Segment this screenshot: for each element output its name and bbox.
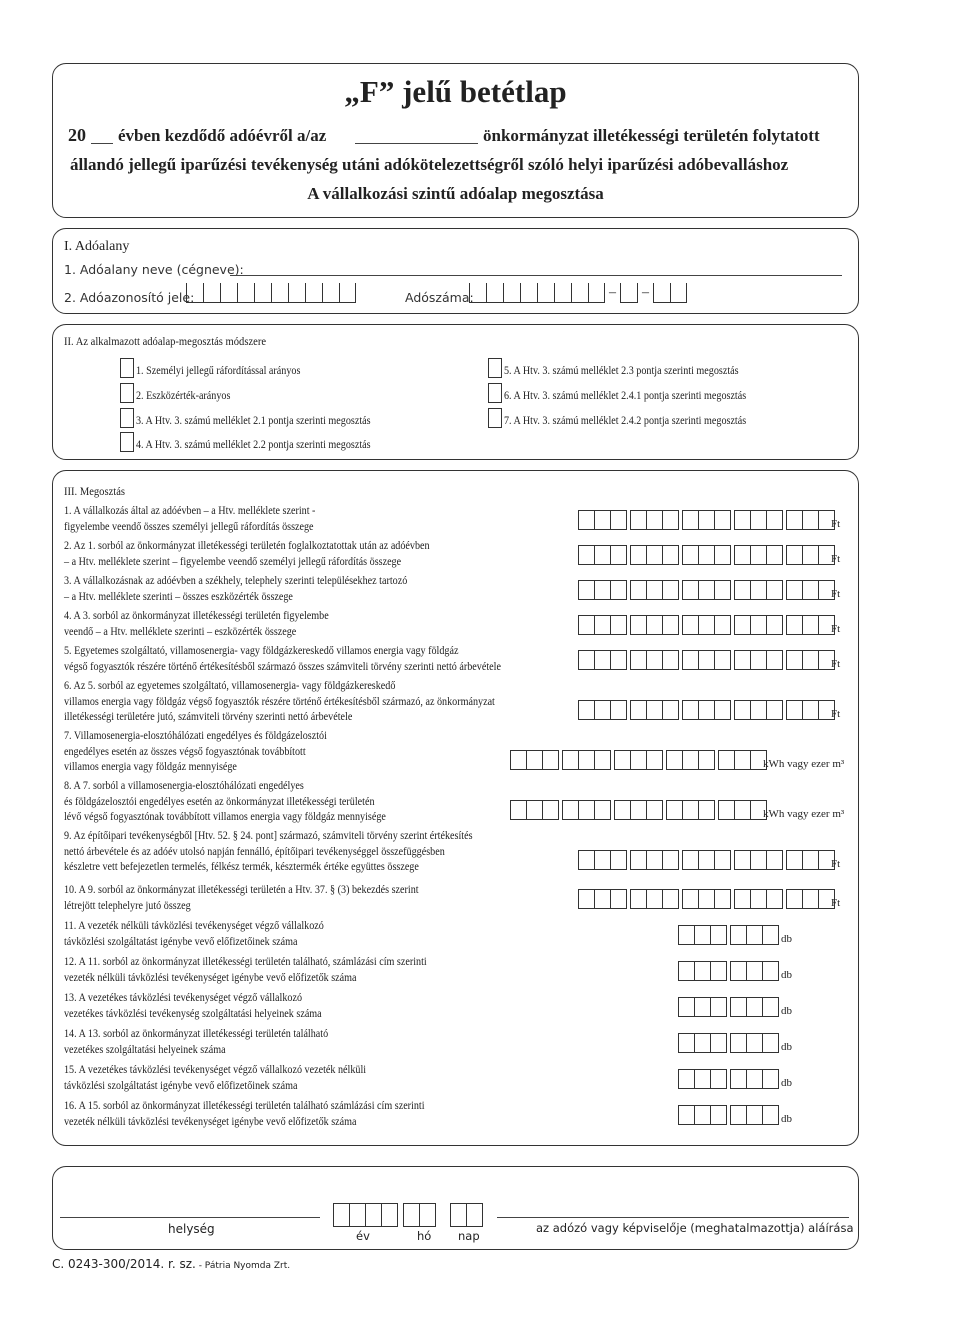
method-checkbox-1[interactable] xyxy=(120,358,134,378)
row-8-label-line-1: 8. A 7. sorból a villamosenergia-elosztóhálózati engedélyes xyxy=(64,780,304,792)
row-11-amount-boxes[interactable] xyxy=(678,925,779,945)
row-9-unit: Ft xyxy=(831,858,841,870)
row-5-unit: Ft xyxy=(831,658,841,670)
row-6-label-line-2: villamos energia vagy földgáz végső fogyasztók részére történő értékesítésből származó, az önkormányzat xyxy=(64,695,495,708)
row-15-amount-boxes[interactable] xyxy=(678,1069,779,1089)
day-label: nap xyxy=(458,1229,480,1243)
method-checkbox-7[interactable] xyxy=(488,408,502,428)
year-label: év xyxy=(356,1229,370,1243)
name-field[interactable] xyxy=(230,275,842,276)
form-code-text: C. 0243-300/2014. r. sz. xyxy=(52,1257,196,1271)
row-8-label-line-2: és földgázelosztói engedélyes esetén az önkormányzat illetékességi területén xyxy=(64,795,375,808)
signature-label: az adózó vagy képviselője (meghatalmazottja) aláírása xyxy=(536,1221,854,1235)
row-9-label-line-3: készletre vett befejezetlen termelés, félkész termék, késztermék értéke együttes összege xyxy=(64,861,419,873)
form-code xyxy=(52,1257,290,1271)
id-label: 2. Adóazonosító jele: xyxy=(64,290,195,305)
row-12-amount-boxes[interactable] xyxy=(678,961,779,981)
row-10-label-line-2: létrejött telephelyre jutó összeg xyxy=(64,899,191,912)
method-option-5: 5. A Htv. 3. számú melléklet 2.3 pontja szerinti megosztás xyxy=(504,365,739,377)
row-13-unit: db xyxy=(781,1005,792,1017)
section3-title: III. Megosztás xyxy=(64,484,125,498)
row-11-unit: db xyxy=(781,933,792,945)
year-line[interactable] xyxy=(91,143,113,144)
row-10-unit: Ft xyxy=(831,897,841,909)
header-line1-a: évben kezdődő adóévről a/az xyxy=(118,126,327,145)
row-3-unit: Ft xyxy=(831,588,841,600)
row-2-unit: Ft xyxy=(831,553,841,565)
method-checkbox-3[interactable] xyxy=(120,408,134,428)
row-15-label-line-1: 15. A vezetékes távközlési tevékenységet végző vállalkozó vezeték nélküli xyxy=(64,1064,367,1076)
header-line2: állandó jellegű iparűzési tevékenység utáni adókötelezettségről szóló helyi iparűzési adóbevalláshoz xyxy=(70,155,789,174)
place-field[interactable] xyxy=(60,1217,320,1218)
row-3-label-line-1: 3. A vállalkozásnak az adóévben a székhely, telephely szerinti településekhez tartozó xyxy=(64,575,408,587)
row-6-label-line-1: 6. Az 5. sorból az egyetemes szolgáltató, villamosenergia- vagy földgázkereskedő xyxy=(64,680,396,692)
place-label: helység xyxy=(168,1222,215,1236)
row-4-amount-boxes[interactable] xyxy=(578,615,835,635)
tax-id-boxes[interactable] xyxy=(186,283,356,303)
section1-title: I. Adóalany xyxy=(64,239,130,254)
row-7-amount-boxes[interactable] xyxy=(510,750,767,770)
header-line1-b: önkormányzat illetékességi területén folytatott xyxy=(483,126,820,145)
row-8-unit: kWh vagy ezer m³ xyxy=(763,808,845,820)
method-option-3: 3. A Htv. 3. számú melléklet 2.1 pontja szerinti megosztás xyxy=(136,415,371,427)
printer-text: - Pátria Nyomda Zrt. xyxy=(195,1261,291,1271)
row-7-label-line-3: villamos energia vagy földgáz mennyisége xyxy=(64,761,237,773)
row-1-unit: Ft xyxy=(831,518,841,530)
method-option-4: 4. A Htv. 3. számú melléklet 2.2 pontja szerinti megosztás xyxy=(136,439,371,451)
row-13-label-line-1: 13. A vezetékes távközlési tevékenységet végző vállalkozó xyxy=(64,992,303,1004)
method-option-2: 2. Eszközérték-arányos xyxy=(136,390,231,402)
day-boxes[interactable] xyxy=(450,1203,483,1227)
method-option-1: 1. Személyi jellegű ráfordítással arányos xyxy=(136,365,301,377)
page-title: „F” jelű betétlap xyxy=(344,74,567,109)
row-15-unit: db xyxy=(781,1077,792,1089)
method-checkbox-2[interactable] xyxy=(120,383,134,403)
row-4-label-line-1: 4. A 3. sorból az önkormányzat illetékességi területén figyelembe xyxy=(64,610,329,622)
month-boxes[interactable] xyxy=(403,1203,436,1227)
row-4-label-line-2: veendő – a Htv. melléklete szerinti – eszközérték összege xyxy=(64,625,297,638)
row-10-amount-boxes[interactable] xyxy=(578,889,835,909)
row-15-label-line-2: távközlési szolgáltatást igénybe vevő előfizetőinek száma xyxy=(64,1079,298,1092)
row-1-amount-boxes[interactable] xyxy=(578,510,835,530)
method-checkbox-6[interactable] xyxy=(488,383,502,403)
method-option-7: 7. A Htv. 3. számú melléklet 2.4.2 pontja szerinti megosztás xyxy=(504,415,747,427)
row-6-label-line-3: illetékességi területére jutó, számviteli törvény szerinti nettó árbevétele xyxy=(64,711,353,723)
row-7-unit: kWh vagy ezer m³ xyxy=(763,758,845,770)
row-5-label-line-2: végső fogyasztók részére történő értékesítésből származó összes számviteli törvény szerinti nettó árbevétele xyxy=(64,660,501,673)
row-8-amount-boxes[interactable] xyxy=(510,800,767,820)
header-line3: A vállalkozási szintű adóalap megosztása xyxy=(307,184,604,203)
row-2-label-line-1: 2. Az 1. sorból az önkormányzat illetékességi területén foglalkoztatottak után az adóévben xyxy=(64,540,430,552)
signature-field[interactable] xyxy=(497,1217,849,1218)
row-7-label-line-2: engedélyes esetén az összes végső fogyasztónak továbbított xyxy=(64,745,306,758)
row-2-amount-boxes[interactable] xyxy=(578,545,835,565)
row-3-amount-boxes[interactable] xyxy=(578,580,835,600)
row-9-label-line-2: nettó árbevétele és az adóév utolsó napján fennálló, építőipari tevékenységgel összefüggésben xyxy=(64,845,445,858)
tax-number-label: Adószáma: xyxy=(405,290,474,305)
row-1-label-line-2: figyelembe veendő összes személyi jellegű ráfordítás összege xyxy=(64,520,314,533)
row-5-label-line-1: 5. Egyetemes szolgáltató, villamosenergia- vagy földgázkereskedő villamos energia vagy földgáz xyxy=(64,645,459,657)
method-checkbox-4[interactable] xyxy=(120,432,134,452)
row-16-label-line-2: vezeték nélküli távközlési tevékenységet igénybe vevő előfizetők száma xyxy=(64,1115,357,1128)
method-checkbox-5[interactable] xyxy=(488,358,502,378)
row-12-unit: db xyxy=(781,969,792,981)
row-14-unit: db xyxy=(781,1041,792,1053)
municipality-line[interactable] xyxy=(355,143,478,144)
row-12-label-line-1: 12. A 11. sorból az önkormányzat illetékességi területén található, számlázási cím szerinti xyxy=(64,956,427,968)
year-boxes[interactable] xyxy=(333,1203,398,1227)
row-1-label-line-1: 1. A vállalkozás által az adóévben – a Htv. melléklete szerint - xyxy=(64,505,316,517)
row-6-amount-boxes[interactable] xyxy=(578,700,835,720)
row-16-amount-boxes[interactable] xyxy=(678,1105,779,1125)
row-4-unit: Ft xyxy=(831,623,841,635)
row-9-label-line-1: 9. Az építőipari tevékenységből [Htv. 52. § 24. pont] származó, számviteli törvény szerint értékesítés xyxy=(64,830,473,842)
row-13-amount-boxes[interactable] xyxy=(678,997,779,1017)
row-11-label-line-2: távközlési szolgáltatást igénybe vevő előfizetőinek száma xyxy=(64,935,298,948)
month-label: hó xyxy=(417,1229,432,1243)
row-10-label-line-1: 10. A 9. sorból az önkormányzat illetékességi területén a Htv. 37. § (3) bekezdés szerint xyxy=(64,884,419,896)
method-option-6: 6. A Htv. 3. számú melléklet 2.4.1 pontja szerinti megosztás xyxy=(504,390,747,402)
row-8-label-line-3: lévő végső fogyasztónak továbbított villamos energia vagy földgáz mennyisége xyxy=(64,811,386,823)
row-6-unit: Ft xyxy=(831,708,841,720)
row-14-amount-boxes[interactable] xyxy=(678,1033,779,1053)
name-label: 1. Adóalany neve (cégneve): xyxy=(64,262,244,277)
row-11-label-line-1: 11. A vezeték nélküli távközlési tevékenységet végző vállalkozó xyxy=(64,920,324,932)
row-16-label-line-1: 16. A 15. sorból az önkormányzat illetékességi területén található számlázási cím szerinti xyxy=(64,1100,425,1112)
row-14-label-line-1: 14. A 13. sorból az önkormányzat illetékességi területén található xyxy=(64,1028,329,1040)
row-16-unit: db xyxy=(781,1113,792,1125)
header-year: 20 xyxy=(68,125,86,145)
row-9-amount-boxes[interactable] xyxy=(578,850,835,870)
row-7-label-line-1: 7. Villamosenergia-elosztóhálózati engedélyes és földgázelosztói xyxy=(64,730,327,742)
section2-title: II. Az alkalmazott adóalap-megosztás módszere xyxy=(64,334,267,348)
row-2-label-line-2: – a Htv. melléklete szerint – figyelembe veendő személyi jellegű ráfordítás összege xyxy=(64,555,402,568)
row-12-label-line-2: vezeték nélküli távközlési tevékenységet igénybe vevő előfizetők száma xyxy=(64,971,357,984)
row-5-amount-boxes[interactable] xyxy=(578,650,835,670)
row-3-label-line-2: – a Htv. melléklete szerinti – összes eszközérték összege xyxy=(64,590,293,603)
tax-number-boxes[interactable]: – – xyxy=(469,283,687,303)
row-14-label-line-2: vezetékes szolgáltatási helyeinek száma xyxy=(64,1043,226,1056)
row-13-label-line-2: vezetékes távközlési tevékenység szolgáltatási helyeinek száma xyxy=(64,1007,322,1020)
